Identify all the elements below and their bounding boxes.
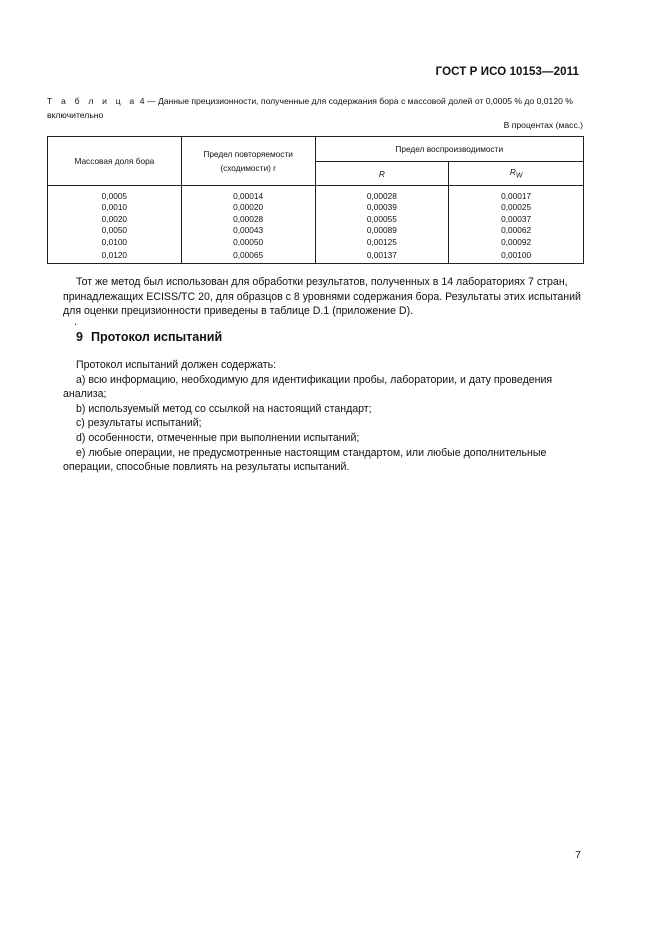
header-Rw-main: R bbox=[509, 167, 516, 178]
list-item-a: a) всю информацию, необходимую для идентификации пробы, лаборатории, и дату проведения bbox=[76, 373, 553, 386]
table-row bbox=[48, 186, 584, 203]
table-units: В процентах (масс.) bbox=[503, 120, 583, 130]
cell-Rw: 0,00100 bbox=[449, 248, 584, 264]
precision-table bbox=[47, 136, 584, 264]
table-caption-label: Т а б л и ц а bbox=[47, 96, 138, 106]
cell-mass: 0,0010 bbox=[48, 202, 182, 213]
header-reproducibility: Предел воспроизводимости bbox=[315, 137, 583, 162]
document-header: ГОСТ Р ИСО 10153—2011 bbox=[435, 66, 579, 78]
page-number: 7 bbox=[575, 849, 581, 861]
cell-r: 0,00065 bbox=[181, 248, 315, 264]
paragraph-line: принадлежащих ECISS/TC 20, для образцов с 8 уровнями содержания бора. Результаты этих испытаний bbox=[63, 290, 581, 303]
list-item-b: b) используемый метод со ссылкой на настоящий стандарт; bbox=[76, 402, 372, 415]
cell-r: 0,00014 bbox=[181, 186, 315, 203]
cell-mass: 0,0020 bbox=[48, 214, 182, 225]
cell-R: 0,00039 bbox=[315, 202, 449, 213]
cell-mass: 0,0100 bbox=[48, 237, 182, 248]
cell-r: 0,00028 bbox=[181, 214, 315, 225]
table-row bbox=[48, 248, 584, 264]
cell-Rw: 0,00092 bbox=[449, 237, 584, 248]
header-mass-fraction: Массовая доля бора bbox=[48, 137, 182, 186]
cell-R: 0,00055 bbox=[315, 214, 449, 225]
cell-r: 0,00020 bbox=[181, 202, 315, 213]
list-item-a-cont: анализа; bbox=[63, 388, 107, 401]
paragraph-method bbox=[63, 275, 584, 319]
section-heading bbox=[76, 330, 222, 344]
cell-R: 0,00137 bbox=[315, 248, 449, 264]
header-repeatability-line2: (сходимости) r bbox=[220, 163, 276, 173]
cell-mass: 0,0120 bbox=[48, 248, 182, 264]
table-caption bbox=[47, 94, 585, 122]
header-repeatability bbox=[181, 137, 315, 186]
table-row bbox=[48, 225, 584, 236]
cell-mass: 0,0005 bbox=[48, 186, 182, 203]
list-item-d: d) особенности, отмеченные при выполнении испытаний; bbox=[76, 431, 360, 444]
cell-r: 0,00043 bbox=[181, 225, 315, 236]
cell-Rw: 0,00062 bbox=[449, 225, 584, 236]
header-R: R bbox=[315, 162, 449, 186]
table-row bbox=[48, 214, 584, 225]
cell-R: 0,00028 bbox=[315, 186, 449, 203]
cell-Rw: 0,00017 bbox=[449, 186, 584, 203]
list-item-c: c) результаты испытаний; bbox=[76, 417, 202, 430]
section-title: Протокол испытаний bbox=[90, 330, 223, 344]
section-number: 9 bbox=[76, 330, 83, 344]
cell-Rw: 0,00037 bbox=[449, 214, 584, 225]
header-Rw-sub: W bbox=[515, 172, 523, 180]
list-intro: Протокол испытаний должен содержать: bbox=[76, 359, 277, 371]
stray-dot: . bbox=[74, 316, 77, 328]
table-row bbox=[48, 202, 584, 213]
paragraph-line: Тот же метод был использован для обработки результатов, полученных в 14 лабораториях 7 стран, bbox=[76, 276, 568, 288]
list-item-e: e) любые операции, не предусмотренные настоящим стандартом, или любые дополнительные bbox=[76, 446, 547, 459]
header-Rw bbox=[449, 162, 584, 186]
cell-R: 0,00089 bbox=[315, 225, 449, 236]
table-caption-text: 4 — Данные прецизионности, полученные для содержания бора с массовой долей от 0,0005 % до 0,0120 % включительно bbox=[47, 96, 573, 120]
list-item-e-cont: операции, способные повлиять на результаты испытаний. bbox=[63, 461, 350, 474]
report-requirements-list bbox=[63, 358, 584, 475]
table-row bbox=[48, 237, 584, 248]
header-repeatability-line1: Предел повторяемости bbox=[203, 149, 293, 159]
cell-Rw: 0,00025 bbox=[449, 202, 584, 213]
cell-mass: 0,0050 bbox=[48, 225, 182, 236]
cell-R: 0,00125 bbox=[315, 237, 449, 248]
paragraph-line: для оценки прецизионности приведены в таблице D.1 (приложение D). bbox=[63, 305, 414, 318]
cell-r: 0,00050 bbox=[181, 237, 315, 248]
